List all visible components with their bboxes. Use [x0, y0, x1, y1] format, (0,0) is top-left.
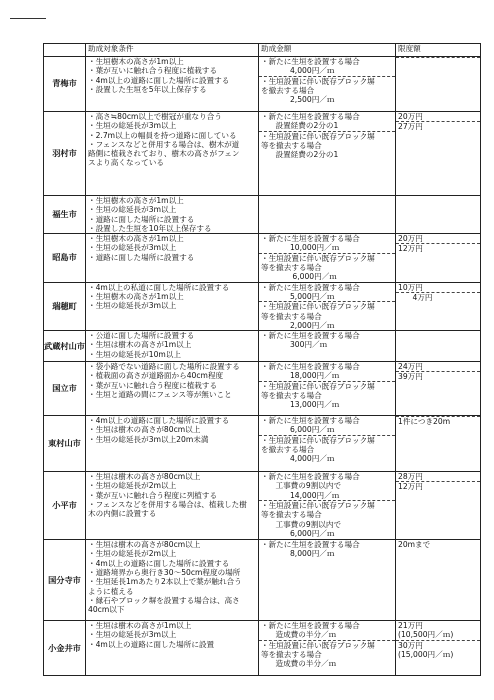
condition-line: ・2.7m以上の幅員を持つ道路に面している — [88, 130, 237, 140]
amount-line: 6,000円／ｍ — [261, 528, 335, 538]
limit-cell — [396, 196, 481, 234]
condition-line: ・生垣の総延長が3m以上 — [88, 301, 177, 311]
limit-line: 20mまで — [398, 540, 431, 550]
amount-line: ・生垣設置に伴い既存ブロック塀 — [261, 131, 375, 141]
amount-line: 5,000円／ｍ — [261, 291, 335, 301]
amount-line: 300円／ｍ — [261, 340, 328, 350]
amount-line: 工事費の9割以内で — [261, 481, 342, 491]
condition-line: ・生垣の総延長が3m以上20m未満 — [88, 434, 209, 444]
limit-segment — [396, 371, 480, 381]
condition-line: ・フェンスなどと併用する場合は、樹木が道 — [88, 139, 240, 149]
conditions-cell — [86, 540, 259, 621]
limit-cell — [396, 540, 481, 621]
condition-line: ・生垣の総延長が3m以上 — [88, 121, 177, 131]
amount-cell — [259, 472, 396, 540]
condition-line: ・生垣樹木の高さが1m以上 — [88, 196, 184, 205]
condition-line: ・高さ≒80cm以上で樹冠が重なり合う — [88, 112, 222, 121]
condition-line: ・4m以上の道路に面した場所に設置 — [88, 639, 215, 649]
limit-cell — [396, 112, 481, 196]
limit-cell — [396, 472, 481, 540]
table-row — [44, 57, 481, 112]
header-row — [44, 44, 481, 57]
limit-segment — [396, 540, 480, 549]
amount-line: 6,000円／ｍ — [261, 272, 337, 282]
conditions-cell — [86, 196, 259, 234]
condition-line: ・設置した生垣を5年以上保存する — [88, 84, 207, 94]
limit-line: 20万円 — [398, 112, 423, 121]
condition-line: ・生垣は樹木の高さが1m以上 — [88, 340, 192, 350]
condition-line: ように植える — [88, 586, 134, 596]
amount-line: 等を撤去する場合 — [261, 391, 322, 401]
amount-line: を撤去する場合 — [261, 445, 315, 455]
header-amount: 助成金額 — [259, 44, 396, 57]
amount-segment — [259, 253, 395, 282]
amount-line: 造成費の半分／ｍ — [261, 630, 337, 640]
amount-segment — [259, 331, 395, 350]
table-row — [44, 196, 481, 234]
amount-segment — [259, 112, 395, 131]
amount-segment — [259, 416, 395, 435]
amount-line: ・新たに生垣を設置する場合 — [261, 362, 360, 372]
amount-cell — [259, 362, 396, 416]
amount-segment — [259, 283, 395, 302]
header-corner — [44, 44, 86, 57]
amount-line: ・新たに生垣を設置する場合 — [261, 282, 360, 292]
amount-line: 6,000円／ｍ — [261, 425, 335, 435]
amount-line: ・新たに生垣を設置する場合 — [261, 472, 360, 482]
table-row — [44, 362, 481, 416]
limit-cell — [396, 282, 481, 330]
amount-line: ・生垣設置に伴い既存ブロック塀 — [261, 76, 375, 86]
limit-cell — [396, 362, 481, 416]
amount-line: 等を撤去する場合 — [261, 263, 322, 273]
condition-line: ・生垣は樹木の高さが80cm以上 — [88, 425, 201, 435]
condition-line: ・生垣は樹木の高さが80cm以上 — [88, 472, 201, 482]
amount-line: 4,000円／ｍ — [261, 454, 335, 464]
amount-segment — [259, 472, 395, 500]
limit-line: 30万円 — [398, 640, 423, 650]
limit-line: 20万円 — [398, 234, 423, 244]
table-row — [44, 416, 481, 472]
amount-segment — [259, 640, 395, 669]
conditions-cell — [86, 416, 259, 472]
table-row — [44, 234, 481, 282]
amount-cell — [259, 416, 396, 472]
amount-line: 2,500円／ｍ — [261, 95, 335, 105]
condition-line: ・道路に面した場所に設置する — [88, 252, 195, 262]
amount-segment — [259, 76, 395, 105]
amount-cell — [259, 196, 396, 234]
city-name: 福生市 — [44, 196, 86, 234]
limit-cell — [396, 331, 481, 362]
city-name: 瑞穂町 — [44, 282, 86, 330]
table-row — [44, 282, 481, 330]
condition-line: ・4m以上の私道に面した場所に設置する — [88, 282, 230, 292]
amount-segment — [259, 381, 395, 410]
amount-line: ・新たに生垣を設置する場合 — [261, 331, 360, 341]
amount-line: 等を撤去する場合 — [261, 311, 322, 321]
limit-line: 28万円 — [398, 472, 423, 482]
amount-cell — [259, 57, 396, 112]
condition-line: ・生垣の総延長が2m以上 — [88, 481, 177, 491]
table-row — [44, 621, 481, 676]
amount-line: 13,000円／ｍ — [261, 400, 340, 410]
table-row — [44, 540, 481, 621]
amount-cell — [259, 234, 396, 282]
limit-cell — [396, 416, 481, 472]
amount-line: ・生垣設置に伴い既存ブロック塀 — [261, 381, 375, 391]
amount-line: ・新たに生垣を設置する場合 — [261, 112, 360, 121]
limit-segment — [396, 362, 480, 371]
amount-line: ・新たに生垣を設置する場合 — [261, 57, 360, 66]
amount-segment — [259, 540, 395, 559]
amount-line: ・新たに生垣を設置する場合 — [261, 621, 360, 631]
amount-segment — [259, 621, 395, 640]
limit-segment — [396, 57, 480, 58]
condition-line: ・生垣の総延長が2m以上 — [88, 549, 177, 559]
amount-line: 工事費の9割以内で — [261, 519, 342, 529]
condition-line: ・生垣樹木の高さが1m以上 — [88, 291, 184, 301]
amount-segment — [259, 131, 395, 160]
amount-line: 造成費の半分／ｍ — [261, 659, 337, 669]
header-conditions: 助成対象条件 — [86, 44, 259, 57]
amount-line: 等を撤去する場合 — [261, 140, 322, 150]
conditions-cell — [86, 472, 259, 540]
condition-line: 40cm以下 — [88, 605, 125, 615]
limit-line: 4万円 — [398, 292, 433, 302]
condition-line: ・葉が互いに触れ合う程度に植栽する — [88, 380, 218, 390]
conditions-cell — [86, 234, 259, 282]
amount-line: ・新たに生垣を設置する場合 — [261, 234, 360, 244]
amount-segment — [259, 301, 395, 330]
amount-cell — [259, 621, 396, 676]
amount-segment — [259, 57, 395, 76]
limit-line: (10,500円／ｍ) — [398, 630, 454, 640]
limit-segment — [396, 640, 480, 660]
limit-segment — [396, 234, 480, 243]
amount-line: 18,000円／ｍ — [261, 371, 340, 381]
amount-line: ・新たに生垣を設置する場合 — [261, 540, 360, 550]
amount-line: ・生垣設置に伴い既存ブロック塀 — [261, 501, 375, 511]
condition-line: ・縁石やブロック塀を設置する場合は、高さ — [88, 595, 240, 605]
table-row — [44, 472, 481, 540]
condition-line: ・生垣樹木の高さが1m以上 — [88, 57, 184, 66]
city-name: 武蔵村山市 — [44, 331, 86, 362]
conditions-cell — [86, 282, 259, 330]
condition-line: ・フェンスなどを併用する場合は、植栽した樹 — [88, 500, 247, 510]
amount-cell — [259, 331, 396, 362]
amount-line: ・新たに生垣を設置する場合 — [261, 416, 360, 426]
limit-cell — [396, 234, 481, 282]
condition-line: ・生垣樹木の高さが1m以上 — [88, 234, 184, 244]
limit-segment — [396, 283, 480, 292]
amount-segment — [259, 234, 395, 253]
amount-cell — [259, 112, 396, 196]
condition-line: ・葉が互いに触れ合う程度に植栽する — [88, 66, 218, 76]
amount-cell — [259, 282, 396, 330]
amount-cell — [259, 540, 396, 621]
limit-segment — [396, 621, 480, 640]
condition-line: スより高くなっている — [88, 158, 164, 168]
conditions-cell — [86, 112, 259, 196]
amount-line: を撤去する場合 — [261, 85, 315, 95]
city-name: 国分寺市 — [44, 540, 86, 621]
table-row — [44, 112, 481, 196]
amount-line: ・生垣設置に伴い既存ブロック塀 — [261, 435, 375, 445]
limit-segment — [396, 121, 480, 131]
table-row — [44, 331, 481, 362]
city-name: 国立市 — [44, 362, 86, 416]
limit-line: 39万円 — [398, 372, 423, 382]
conditions-cell — [86, 331, 259, 362]
condition-line: ・4m以上の道路に面した場所に設置する — [88, 416, 230, 426]
conditions-cell — [86, 362, 259, 416]
condition-line: ・袋小路でない道路に面した場所に設置する — [88, 362, 240, 372]
condition-line: ・生垣は樹木の高さが1m以上 — [88, 621, 192, 631]
limit-line: 12万円 — [398, 482, 423, 492]
condition-line: ・生垣の総延長が10m以上 — [88, 349, 181, 359]
condition-line: 木の内側に設置する — [88, 509, 157, 519]
header-limit: 限度額 — [396, 44, 481, 57]
limit-line: (15,000円／ｍ) — [398, 650, 454, 660]
limit-line: 27万円 — [398, 122, 423, 132]
city-name: 昭島市 — [44, 234, 86, 282]
amount-line: ・生垣設置に伴い既存ブロック塀 — [261, 302, 375, 312]
condition-line: ・生垣の総延長が3m以上 — [88, 205, 177, 215]
limit-line: 24万円 — [398, 362, 423, 372]
amount-line: 設置経費の2分の1 — [261, 150, 339, 160]
limit-cell — [396, 621, 481, 676]
amount-segment — [259, 500, 395, 538]
condition-line: ・生垣と道路の間にフェンス等が無いこと — [88, 390, 232, 400]
condition-line: ・葉が互いに触れ合う程度に列植する — [88, 490, 218, 500]
amount-line: 4,000円／ｍ — [261, 66, 335, 76]
amount-line: ・生垣設置に伴い既存ブロック塀 — [261, 253, 375, 263]
amount-line: 2,000円／ｍ — [261, 320, 335, 330]
limit-segment — [396, 112, 480, 121]
amount-line: 等を撤去する場合 — [261, 510, 322, 520]
amount-line: 等を撤去する場合 — [261, 650, 322, 660]
limit-line: 12万円 — [398, 244, 423, 254]
condition-line: ・植栽面の高さが道路面から40cm程度 — [88, 371, 224, 381]
amount-line: 14,000円／ｍ — [261, 490, 340, 500]
condition-line: ・設置した生垣を10年以上保存する — [88, 223, 212, 233]
limit-line: 1件につき20m — [398, 417, 451, 427]
limit-cell — [396, 57, 481, 112]
amount-line: 10,000円／ｍ — [261, 243, 340, 253]
condition-line: ・道路に面した場所に設置する — [88, 214, 195, 224]
subsidy-table — [43, 43, 481, 676]
amount-line: 設置経費の2分の1 — [261, 121, 339, 131]
limit-line: 21万円 — [398, 621, 423, 631]
condition-line: ・道路境界から奥行き30～50cm程度の場所 — [88, 568, 241, 578]
conditions-cell — [86, 621, 259, 676]
amount-line: 8,000円／ｍ — [261, 549, 335, 559]
limit-segment — [396, 243, 480, 253]
condition-line: ・生垣の総延長が3m以上 — [88, 243, 177, 253]
condition-line: ・生垣延長1mあたり2本以上で葉が触れ合う — [88, 577, 242, 587]
limit-segment — [396, 292, 480, 302]
city-name: 小平市 — [44, 472, 86, 540]
limit-segment — [396, 416, 480, 426]
condition-line: ・公道に面した場所に設置する — [88, 331, 195, 341]
city-name: 小金井市 — [44, 621, 86, 676]
amount-line: ・生垣設置に伴い既存ブロック塀 — [261, 640, 375, 650]
amount-segment — [259, 362, 395, 381]
header-rule — [10, 18, 46, 19]
limit-segment — [396, 481, 480, 491]
city-name: 青梅市 — [44, 57, 86, 112]
condition-line: ・4m以上の道路に面した場所に設置する — [88, 558, 230, 568]
condition-line: ・4m以上の道路に面した場所に設置する — [88, 75, 230, 85]
limit-segment — [396, 472, 480, 481]
condition-line: 路側に植栽されており、樹木の高さがフェン — [88, 149, 240, 159]
city-name: 東村山市 — [44, 416, 86, 472]
limit-line: 10万円 — [398, 282, 423, 292]
conditions-cell — [86, 57, 259, 112]
amount-segment — [259, 435, 395, 464]
condition-line: ・生垣の総延長が3m以上 — [88, 630, 177, 640]
city-name: 羽村市 — [44, 112, 86, 196]
condition-line: ・生垣は樹木の高さが80cm以上 — [88, 540, 201, 550]
